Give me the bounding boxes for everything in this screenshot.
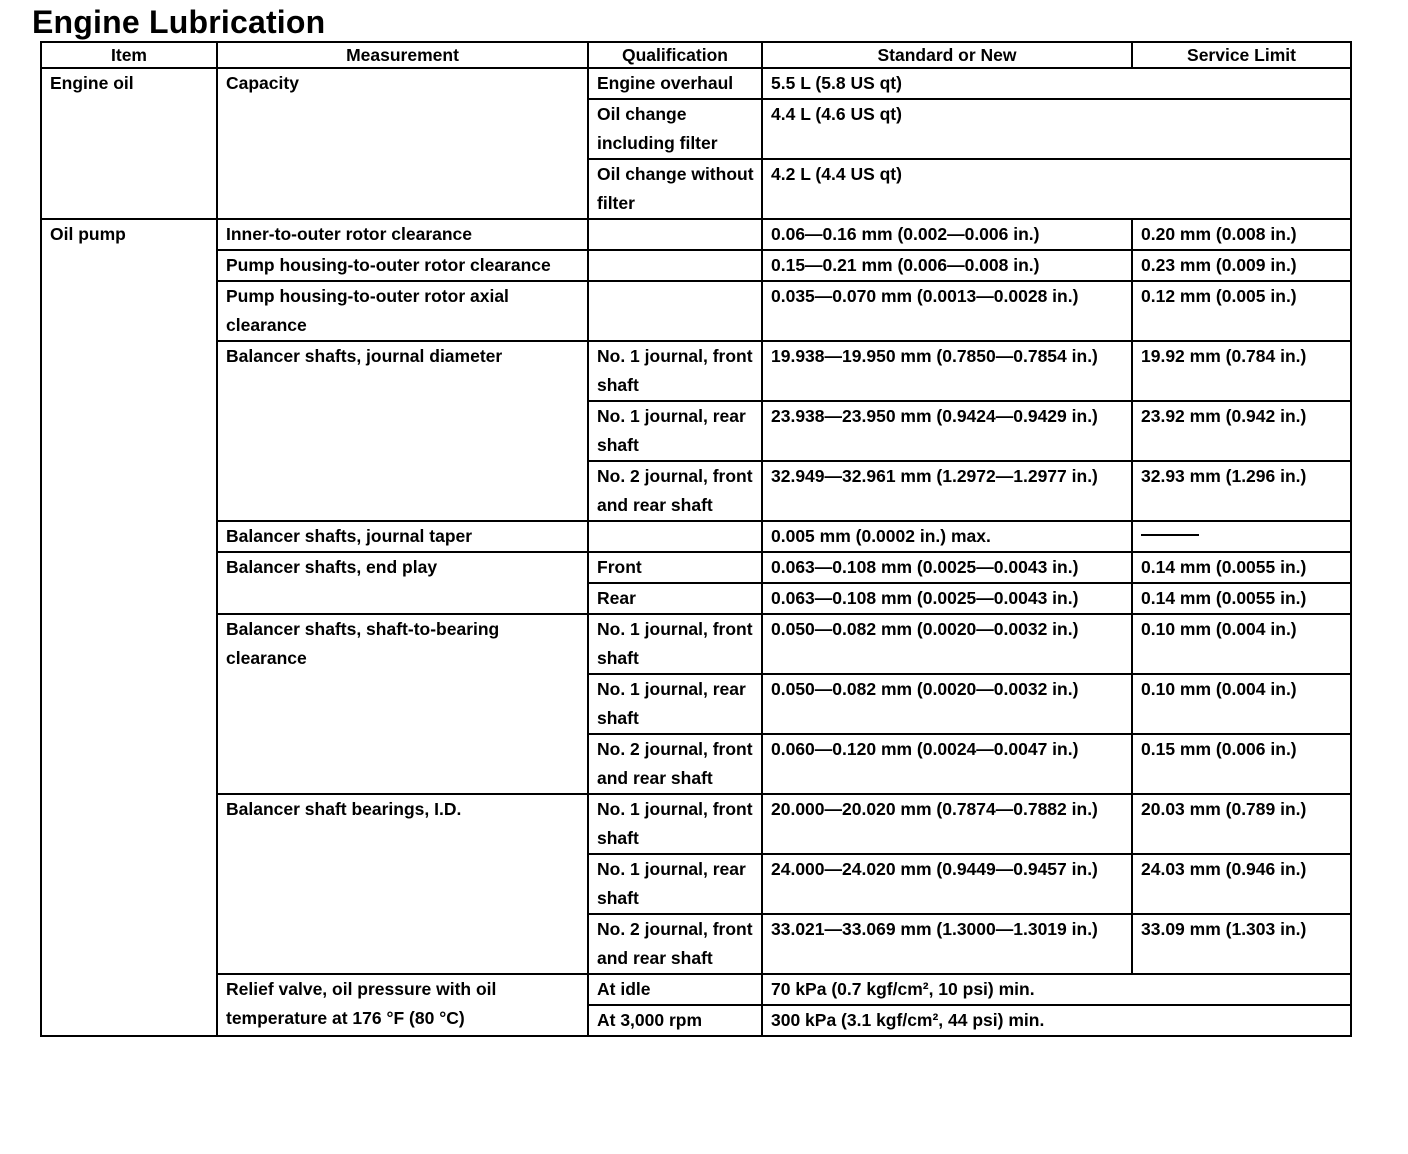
standard-cell: 0.005 mm (0.0002 in.) max.: [762, 521, 1132, 552]
standard-cell: 0.063—0.108 mm (0.0025—0.0043 in.): [762, 552, 1132, 583]
engine-lubrication-table: [40, 41, 1352, 1037]
standard-cell: 20.000—20.020 mm (0.7874—0.7882 in.): [762, 794, 1132, 854]
qualification-cell: [588, 281, 762, 341]
table-row: [41, 521, 1351, 552]
standard-cell: 4.2 L (4.4 US qt): [762, 159, 1351, 219]
standard-cell: 70 kPa (0.7 kgf/cm², 10 psi) min.: [762, 974, 1351, 1005]
table-row: [41, 68, 1351, 99]
table-row: [41, 794, 1351, 854]
table-row: [41, 219, 1351, 250]
qualification-cell: No. 1 journal, rear shaft: [588, 674, 762, 734]
standard-cell: 23.938—23.950 mm (0.9424—0.9429 in.): [762, 401, 1132, 461]
measurement-capacity: Capacity: [217, 68, 588, 219]
measurement-cell: Balancer shafts, shaft-to-bearing clearance: [217, 614, 588, 794]
header-item: Item: [41, 42, 217, 68]
limit-cell: 24.03 mm (0.946 in.): [1132, 854, 1351, 914]
standard-cell: 4.4 L (4.6 US qt): [762, 99, 1351, 159]
table-row: [41, 974, 1351, 1005]
table-row: [41, 552, 1351, 583]
qualification-cell: No. 2 journal, front and rear shaft: [588, 734, 762, 794]
standard-cell: 0.063—0.108 mm (0.0025—0.0043 in.): [762, 583, 1132, 614]
standard-cell: 0.06—0.16 mm (0.002—0.006 in.): [762, 219, 1132, 250]
qualification-cell: No. 1 journal, front shaft: [588, 341, 762, 401]
table-row: [41, 341, 1351, 401]
table-row: [41, 250, 1351, 281]
measurement-cell: Balancer shafts, journal diameter: [217, 341, 588, 521]
limit-cell: 19.92 mm (0.784 in.): [1132, 341, 1351, 401]
table-row: [41, 614, 1351, 674]
standard-cell: 0.035—0.070 mm (0.0013—0.0028 in.): [762, 281, 1132, 341]
limit-cell: 0.15 mm (0.006 in.): [1132, 734, 1351, 794]
item-oil-pump: Oil pump: [41, 219, 217, 1036]
measurement-cell: Balancer shafts, end play: [217, 552, 588, 614]
header-qualification: Qualification: [588, 42, 762, 68]
standard-cell: 0.060—0.120 mm (0.0024—0.0047 in.): [762, 734, 1132, 794]
standard-cell: 0.050—0.082 mm (0.0020—0.0032 in.): [762, 614, 1132, 674]
qualification-cell: No. 1 journal, rear shaft: [588, 401, 762, 461]
qualification-cell: Oil change without filter: [588, 159, 762, 219]
standard-cell: 24.000—24.020 mm (0.9449—0.9457 in.): [762, 854, 1132, 914]
measurement-cell: Pump housing-to-outer rotor clearance: [217, 250, 588, 281]
qualification-cell: At 3,000 rpm: [588, 1005, 762, 1036]
header-service-limit: Service Limit: [1132, 42, 1351, 68]
qualification-cell: [588, 219, 762, 250]
qualification-cell: No. 2 journal, front and rear shaft: [588, 914, 762, 974]
header-row: [41, 42, 1351, 68]
standard-cell: 32.949—32.961 mm (1.2972—1.2977 in.): [762, 461, 1132, 521]
measurement-cell: Balancer shaft bearings, I.D.: [217, 794, 588, 974]
measurement-cell: Inner-to-outer rotor clearance: [217, 219, 588, 250]
item-engine-oil: Engine oil: [41, 68, 217, 219]
limit-cell: 0.14 mm (0.0055 in.): [1132, 552, 1351, 583]
standard-cell: 33.021—33.069 mm (1.3000—1.3019 in.): [762, 914, 1132, 974]
limit-cell: 0.14 mm (0.0055 in.): [1132, 583, 1351, 614]
limit-cell: 0.10 mm (0.004 in.): [1132, 674, 1351, 734]
standard-cell: 5.5 L (5.8 US qt): [762, 68, 1351, 99]
header-measurement: Measurement: [217, 42, 588, 68]
qualification-cell: Rear: [588, 583, 762, 614]
limit-cell: 0.23 mm (0.009 in.): [1132, 250, 1351, 281]
limit-cell: 23.92 mm (0.942 in.): [1132, 401, 1351, 461]
limit-cell: 0.10 mm (0.004 in.): [1132, 614, 1351, 674]
qualification-cell: Engine overhaul: [588, 68, 762, 99]
page-title: Engine Lubrication: [32, 4, 326, 40]
standard-cell: 19.938—19.950 mm (0.7850—0.7854 in.): [762, 341, 1132, 401]
table-row: [41, 281, 1351, 341]
limit-cell: 20.03 mm (0.789 in.): [1132, 794, 1351, 854]
measurement-cell: Pump housing-to-outer rotor axial clearance: [217, 281, 588, 341]
qualification-cell: Oil change including filter: [588, 99, 762, 159]
dash-mark: [1141, 534, 1199, 536]
standard-cell: 300 kPa (3.1 kgf/cm², 44 psi) min.: [762, 1005, 1351, 1036]
limit-cell: 32.93 mm (1.296 in.): [1132, 461, 1351, 521]
measurement-cell: Balancer shafts, journal taper: [217, 521, 588, 552]
qualification-cell: [588, 521, 762, 552]
qualification-cell: At idle: [588, 974, 762, 1005]
qualification-cell: [588, 250, 762, 281]
measurement-cell: Relief valve, oil pressure with oil temperature at 176 °F (80 °C): [217, 974, 588, 1036]
standard-cell: 0.15—0.21 mm (0.006—0.008 in.): [762, 250, 1132, 281]
limit-cell: 0.20 mm (0.008 in.): [1132, 219, 1351, 250]
limit-cell: 0.12 mm (0.005 in.): [1132, 281, 1351, 341]
qualification-cell: Front: [588, 552, 762, 583]
limit-cell: [1132, 521, 1351, 552]
limit-cell: 33.09 mm (1.303 in.): [1132, 914, 1351, 974]
qualification-cell: No. 1 journal, front shaft: [588, 614, 762, 674]
qualification-cell: No. 2 journal, front and rear shaft: [588, 461, 762, 521]
standard-cell: 0.050—0.082 mm (0.0020—0.0032 in.): [762, 674, 1132, 734]
qualification-cell: No. 1 journal, rear shaft: [588, 854, 762, 914]
qualification-cell: No. 1 journal, front shaft: [588, 794, 762, 854]
header-standard: Standard or New: [762, 42, 1132, 68]
